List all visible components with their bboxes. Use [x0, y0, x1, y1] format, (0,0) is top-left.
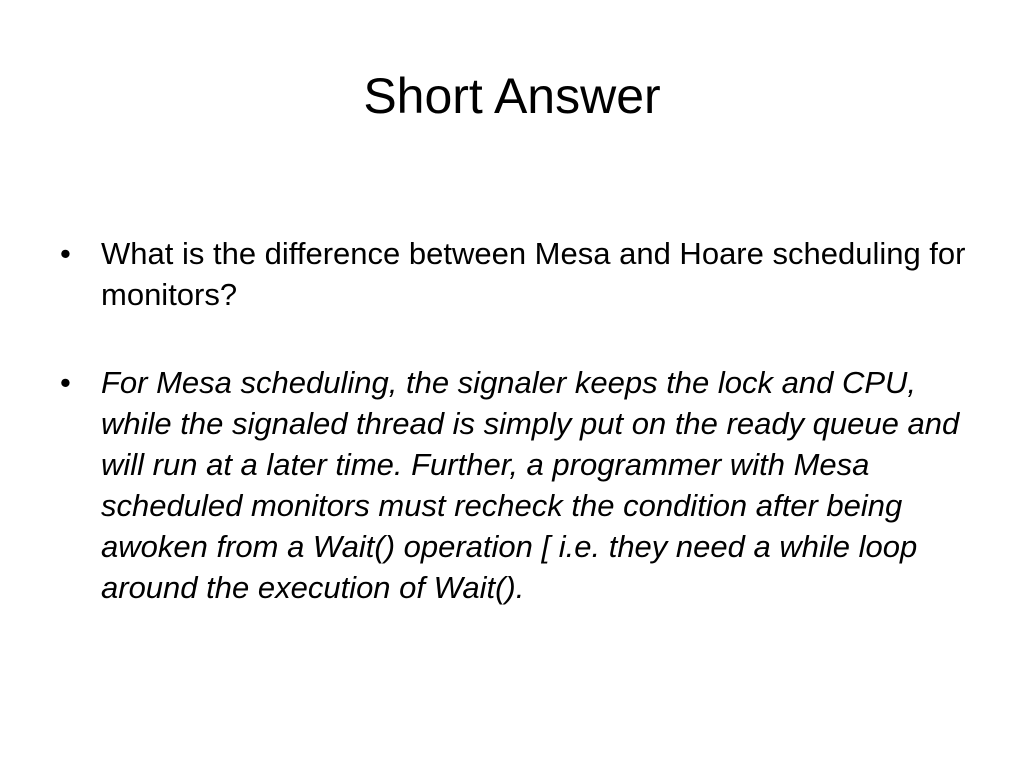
slide-title: Short Answer	[363, 68, 661, 124]
bullet-question-text: What is the difference between Mesa and Hoare scheduling for monitors?	[101, 236, 966, 312]
bullet-answer	[60, 362, 970, 608]
bullet-icon: •	[60, 365, 71, 400]
bullet-list	[60, 233, 970, 655]
bullet-question	[60, 233, 970, 315]
bullet-answer-text: For Mesa scheduling, the signaler keeps the lock and CPU, while the signaled thread is simply put on the ready queue and will run at a later time. Further, a programmer with Mesa scheduled monitors must recheck the condition after being awoken from a Wait() operation [ i.e. they need a while loop around the execution of Wait().	[101, 365, 960, 605]
bullet-icon: •	[60, 236, 71, 271]
